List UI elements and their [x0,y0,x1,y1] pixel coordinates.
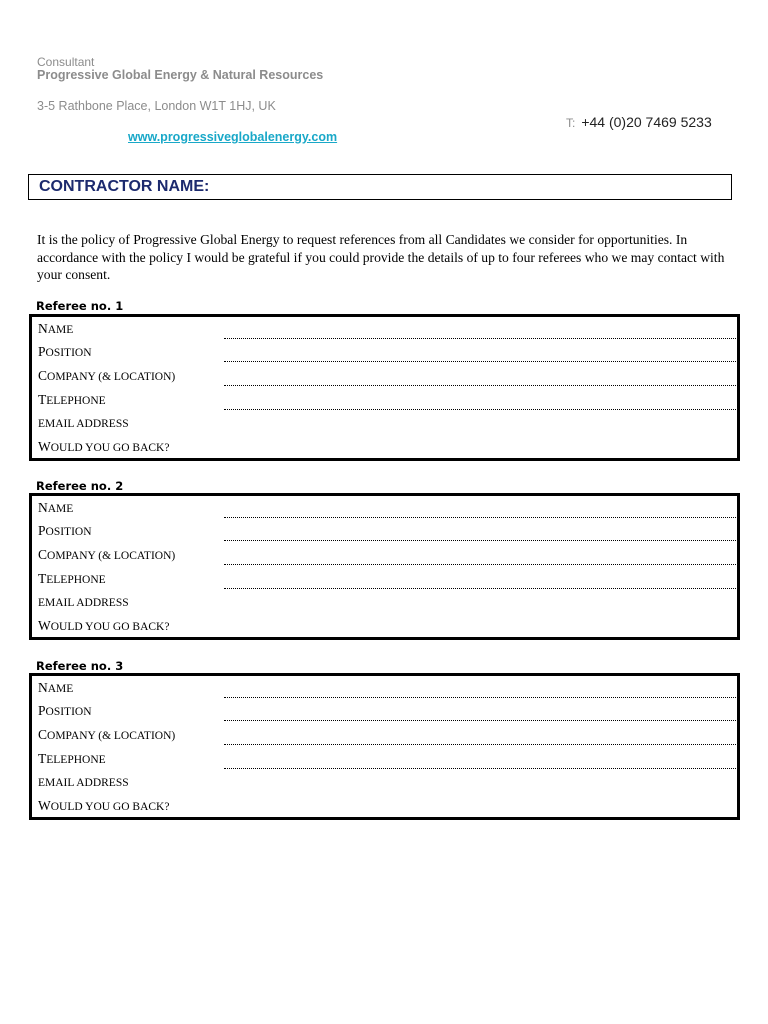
phone-line [566,114,712,130]
referee-3-title: Referee no. 3 [36,659,124,673]
name-line[interactable] [224,337,738,339]
company-line[interactable] [224,743,738,745]
position-row[interactable] [38,342,738,362]
name-label: NAME [38,680,74,695]
company-row[interactable] [38,366,738,386]
contractor-name-box[interactable] [28,174,732,200]
name-line[interactable] [224,516,738,518]
goback-row[interactable] [38,437,738,457]
contractor-name-label: CONTRACTOR NAME: [39,178,210,195]
telephone-row[interactable] [38,569,738,589]
telephone-line[interactable] [224,767,738,769]
company-line[interactable] [224,563,738,565]
telephone-label: TELEPHONE [38,392,106,407]
telephone-label: TELEPHONE [38,571,106,586]
referee-1-box [29,314,740,461]
policy-paragraph: It is the policy of Progressive Global Energy to request references from all Candidates we consider for opportunities. In accordance with the policy I would be grateful if you could provide the details of up to four referees who we may contact with your consent. [37,232,725,282]
referee-2-title: Referee no. 2 [36,479,124,493]
name-label: NAME [38,500,74,515]
position-label: POSITION [38,344,92,359]
position-row[interactable] [38,701,738,721]
name-row[interactable] [38,498,738,518]
consultant-label: Consultant [37,55,95,69]
company-line[interactable] [224,384,738,386]
position-label: POSITION [38,523,92,538]
company-label: COMPANY (& LOCATION) [38,547,176,562]
position-line[interactable] [224,719,738,721]
goback-row[interactable] [38,616,738,636]
name-row[interactable] [38,319,738,339]
company-row[interactable] [38,725,738,745]
telephone-line[interactable] [224,587,738,589]
referee-2-box [29,493,740,640]
company-label: COMPANY (& LOCATION) [38,727,176,742]
email-label: EMAIL ADDRESS [38,777,129,789]
company-label: COMPANY (& LOCATION) [38,368,176,383]
email-row[interactable] [38,413,738,433]
name-row[interactable] [38,678,738,698]
website-link[interactable]: www.progressiveglobalenergy.com [128,130,338,144]
phone-number: +44 (0)20 7469 5233 [581,114,712,130]
position-label: POSITION [38,703,92,718]
goback-label: WOULD YOU GO BACK? [38,798,170,813]
goback-row[interactable] [38,796,738,816]
name-line[interactable] [224,696,738,698]
email-label: EMAIL ADDRESS [38,418,129,430]
telephone-label: TELEPHONE [38,751,106,766]
company-name: Progressive Global Energy & Natural Resources [37,68,324,82]
position-row[interactable] [38,521,738,541]
email-row[interactable] [38,772,738,792]
telephone-row[interactable] [38,749,738,769]
email-row[interactable] [38,592,738,612]
telephone-row[interactable] [38,390,738,410]
referee-3-box [29,673,740,820]
position-line[interactable] [224,360,738,362]
company-address: 3-5 Rathbone Place, London W1T 1HJ, UK [37,99,276,113]
company-row[interactable] [38,545,738,565]
phone-label: T: [566,116,576,130]
goback-label: WOULD YOU GO BACK? [38,439,170,454]
email-label: EMAIL ADDRESS [38,597,129,609]
goback-label: WOULD YOU GO BACK? [38,618,170,633]
telephone-line[interactable] [224,408,738,410]
referee-1-title: Referee no. 1 [36,299,124,313]
position-line[interactable] [224,539,738,541]
name-label: NAME [38,321,74,336]
